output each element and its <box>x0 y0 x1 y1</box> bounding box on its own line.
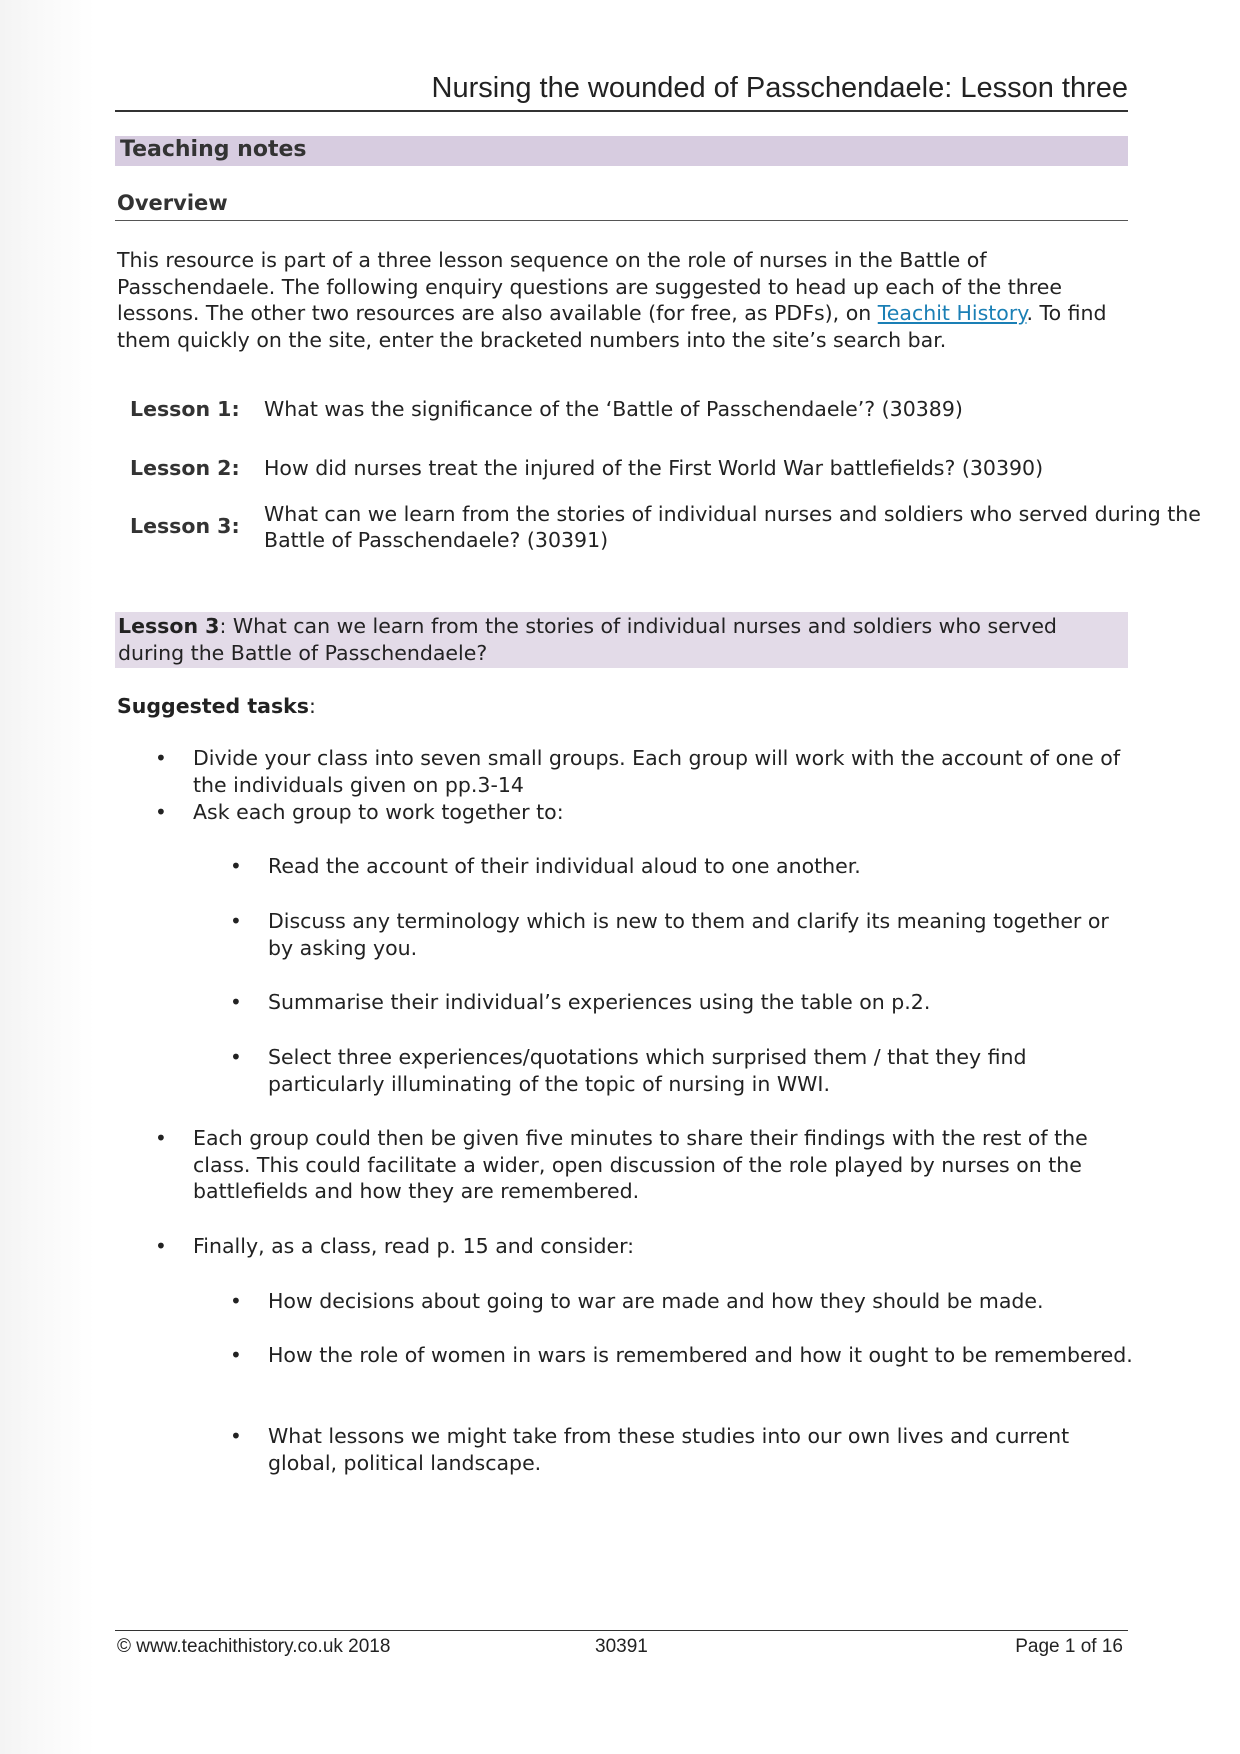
bullet-icon: • <box>155 800 167 824</box>
lesson-3-banner <box>115 612 1128 668</box>
page-margin-shadow <box>0 0 95 1754</box>
suggested-tasks-heading <box>117 694 316 718</box>
footer-copyright: © www.teachithistory.co.uk 2018 <box>117 1636 391 1657</box>
suggested-tasks-label: Suggested tasks <box>117 694 309 718</box>
lesson-3-banner-text <box>118 613 1123 667</box>
footer-page-number: Page 1 of 16 <box>1015 1636 1123 1657</box>
bullet-icon: • <box>230 990 242 1014</box>
bullet-icon: • <box>230 1045 242 1069</box>
list-item-text: Divide your class into seven small groups. Each group will work with the account of one of the individuals given on pp.3-14 <box>193 746 1121 797</box>
suggested-tasks-colon: : <box>309 694 316 718</box>
lesson-question: What was the significance of the ‘Battle of Passchendaele’? (30389) <box>264 397 963 421</box>
overview-text-end: . To find them quickly on the site, enter the bracketed numbers into the site’s search bar. <box>117 301 1107 352</box>
teaching-notes-heading: Teaching notes <box>120 137 307 162</box>
bullet-icon: • <box>155 746 167 770</box>
lesson-question: How did nurses treat the injured of the First World War battlefields? (30390) <box>264 456 1044 480</box>
overview-paragraph <box>117 247 1117 353</box>
list-item-text: What lessons we might take from these studies into our own lives and current global, political landscape. <box>268 1424 1070 1475</box>
overview-heading: Overview <box>117 191 228 215</box>
lesson-3-banner-question: : What can we learn from the stories of individual nurses and soldiers who served during the Battle of Passchendaele? <box>118 614 1057 665</box>
list-item-text: How decisions about going to war are made and how they should be made. <box>268 1289 1044 1313</box>
bullet-icon: • <box>155 1126 167 1150</box>
bullet-icon: • <box>155 1234 167 1258</box>
bullet-icon: • <box>230 1424 242 1448</box>
footer-divider <box>115 1630 1128 1631</box>
footer-resource-code: 30391 <box>595 1636 648 1657</box>
bullet-icon: • <box>230 909 242 933</box>
list-item-text: Discuss any terminology which is new to them and clarify its meaning together or by asking you. <box>268 909 1109 960</box>
lesson-3-banner-label: Lesson 3 <box>118 614 220 638</box>
lesson-label: Lesson 3: <box>130 514 240 538</box>
overview-divider <box>115 220 1128 221</box>
lesson-label: Lesson 1: <box>130 397 240 421</box>
teachit-history-link[interactable]: Teachit History <box>877 301 1027 325</box>
list-item-text: Each group could then be given five minutes to share their findings with the rest of the class. This could facilitate a wider, open discussion of the role played by nurses on the battlefields and how they are remembered. <box>193 1126 1088 1203</box>
list-item-text: Summarise their individual’s experiences using the table on p.2. <box>268 990 931 1014</box>
list-item-text: How the role of women in wars is remembered and how it ought to be remembered. <box>268 1343 1133 1367</box>
teaching-notes-banner <box>115 136 1128 166</box>
header-divider <box>115 110 1128 112</box>
lesson-label: Lesson 2: <box>130 456 240 480</box>
list-item-text: Select three experiences/quotations which surprised them / that they find particularly illuminating of the topic of nursing in WWI. <box>268 1045 1027 1096</box>
lesson-question: What can we learn from the stories of individual nurses and soldiers who served during the Battle of Passchendaele? (30391) <box>264 502 1201 552</box>
bullet-icon: • <box>230 1343 242 1367</box>
bullet-icon: • <box>230 1289 242 1313</box>
overview-text-start: This resource is part of a three lesson sequence on the role of nurses in the Battle of Passchendaele. The following enquiry questions are suggested to head up each of the three lessons. The other two resources are also available (for free, as PDFs), on <box>117 248 1063 325</box>
list-item-text: Ask each group to work together to: <box>193 800 564 824</box>
list-item-text: Finally, as a class, read p. 15 and consider: <box>193 1234 635 1258</box>
bullet-icon: • <box>230 854 242 878</box>
page-header-title: Nursing the wounded of Passchendaele: Lesson three <box>431 72 1128 104</box>
list-item-text: Read the account of their individual aloud to one another. <box>268 854 861 878</box>
